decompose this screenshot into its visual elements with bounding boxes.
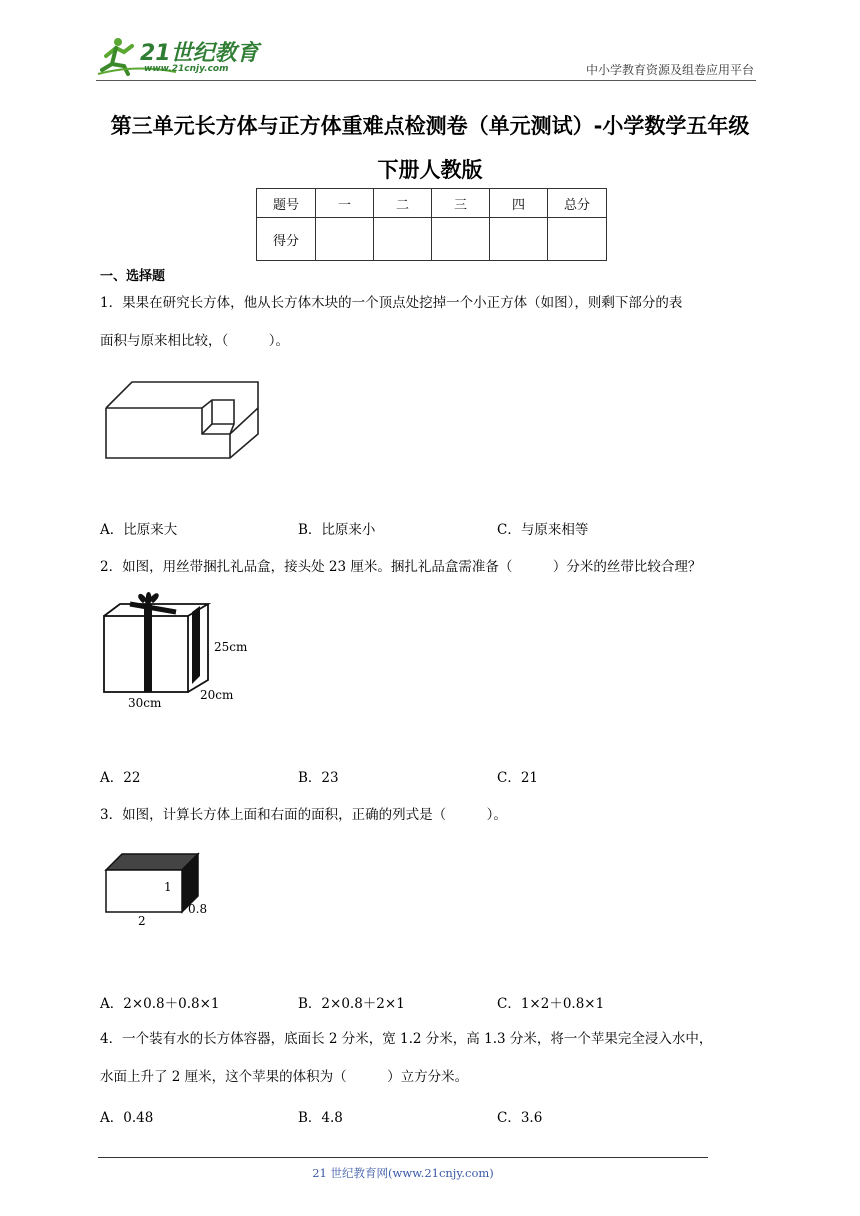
page-title-line1: 第三单元长方体与正方体重难点检测卷（单元测试）-小学数学五年级 xyxy=(110,114,750,138)
figure-label-width: 20cm xyxy=(200,688,234,702)
score-cell[interactable] xyxy=(374,218,432,261)
site-logo xyxy=(96,34,266,80)
score-cell[interactable] xyxy=(548,218,607,261)
question-2-option-b[interactable]: B．23 xyxy=(298,770,339,786)
question-4-stem-line1: 4．一个装有水的长方体容器，底面长 2 分米，宽 1.2 分米，高 1.3 分米，将一个苹果完全浸入水中， xyxy=(100,1031,713,1047)
score-header-cell: 总分 xyxy=(548,189,607,218)
footer-text[interactable]: 21 世纪教育网(www.21cnjy.com) xyxy=(312,1166,494,1180)
question-3-option-a[interactable]: A．2×0.8＋0.8×1 xyxy=(100,996,220,1012)
question-2-stem: 2．如图，用丝带捆扎礼品盒，接头处 23 厘米。捆扎礼品盒需准备（ ）分米的丝带比较合理？ xyxy=(100,559,702,575)
question-1-stem-line2: 面积与原来相比较，（ ）。 xyxy=(100,333,289,349)
question-3-stem: 3．如图，计算长方体上面和右面的面积，正确的列式是（ ）。 xyxy=(100,807,507,823)
footer-divider xyxy=(98,1157,708,1158)
question-4-stem-line2: 水面上升了 2 厘米，这个苹果的体积为（ ）立方分米。 xyxy=(100,1069,469,1085)
score-table xyxy=(256,188,607,261)
question-3-option-c[interactable]: C．1×2＋0.8×1 xyxy=(497,996,605,1012)
figure-label-depth: 0.8 xyxy=(188,902,208,916)
question-1-option-b[interactable]: B．比原来小 xyxy=(298,522,376,538)
question-1-stem-line1: 1．果果在研究长方体，他从长方体木块的一个顶点处挖掉一个小正方体（如图），则剩下部分的表 xyxy=(100,295,683,311)
score-header-cell: 二 xyxy=(374,189,432,218)
page-title-line2: 下册人教版 xyxy=(377,158,483,182)
question-2-figure xyxy=(100,588,260,713)
question-2-option-c[interactable]: C．21 xyxy=(497,770,539,786)
cuboid-icon xyxy=(104,852,200,914)
logo-url: www.21cnjy.com xyxy=(144,64,229,74)
score-header-cell: 三 xyxy=(432,189,490,218)
question-4-option-a[interactable]: A．0.48 xyxy=(100,1110,154,1126)
score-header-cell: 题号 xyxy=(257,189,316,218)
score-cell[interactable] xyxy=(490,218,548,261)
question-3-option-b[interactable]: B．2×0.8＋2×1 xyxy=(298,996,405,1012)
header-platform-text: 中小学教育资源及组卷应用平台 xyxy=(585,63,754,77)
question-4-option-c[interactable]: C．3.6 xyxy=(497,1110,543,1126)
question-1-figure xyxy=(104,380,260,460)
score-row-label: 得分 xyxy=(257,218,316,261)
figure-label-height: 25cm xyxy=(214,640,248,654)
figure-label-height: 1 xyxy=(164,880,172,894)
question-1-option-a[interactable]: A．比原来大 xyxy=(100,522,178,538)
header-divider xyxy=(96,80,756,81)
score-cell[interactable] xyxy=(316,218,374,261)
question-2-option-a[interactable]: A．22 xyxy=(100,770,141,786)
score-cell[interactable] xyxy=(432,218,490,261)
question-3-figure xyxy=(104,852,224,932)
figure-label-length: 30cm xyxy=(128,696,162,710)
logo-text: 21世纪教育 xyxy=(140,41,259,66)
score-header-cell: 四 xyxy=(490,189,548,218)
score-header-cell: 一 xyxy=(316,189,374,218)
question-1-option-c[interactable]: C．与原来相等 xyxy=(497,522,589,538)
section-heading: 一、选择题 xyxy=(100,269,166,284)
question-4-option-b[interactable]: B．4.8 xyxy=(298,1110,343,1126)
figure-label-length: 2 xyxy=(138,914,146,928)
